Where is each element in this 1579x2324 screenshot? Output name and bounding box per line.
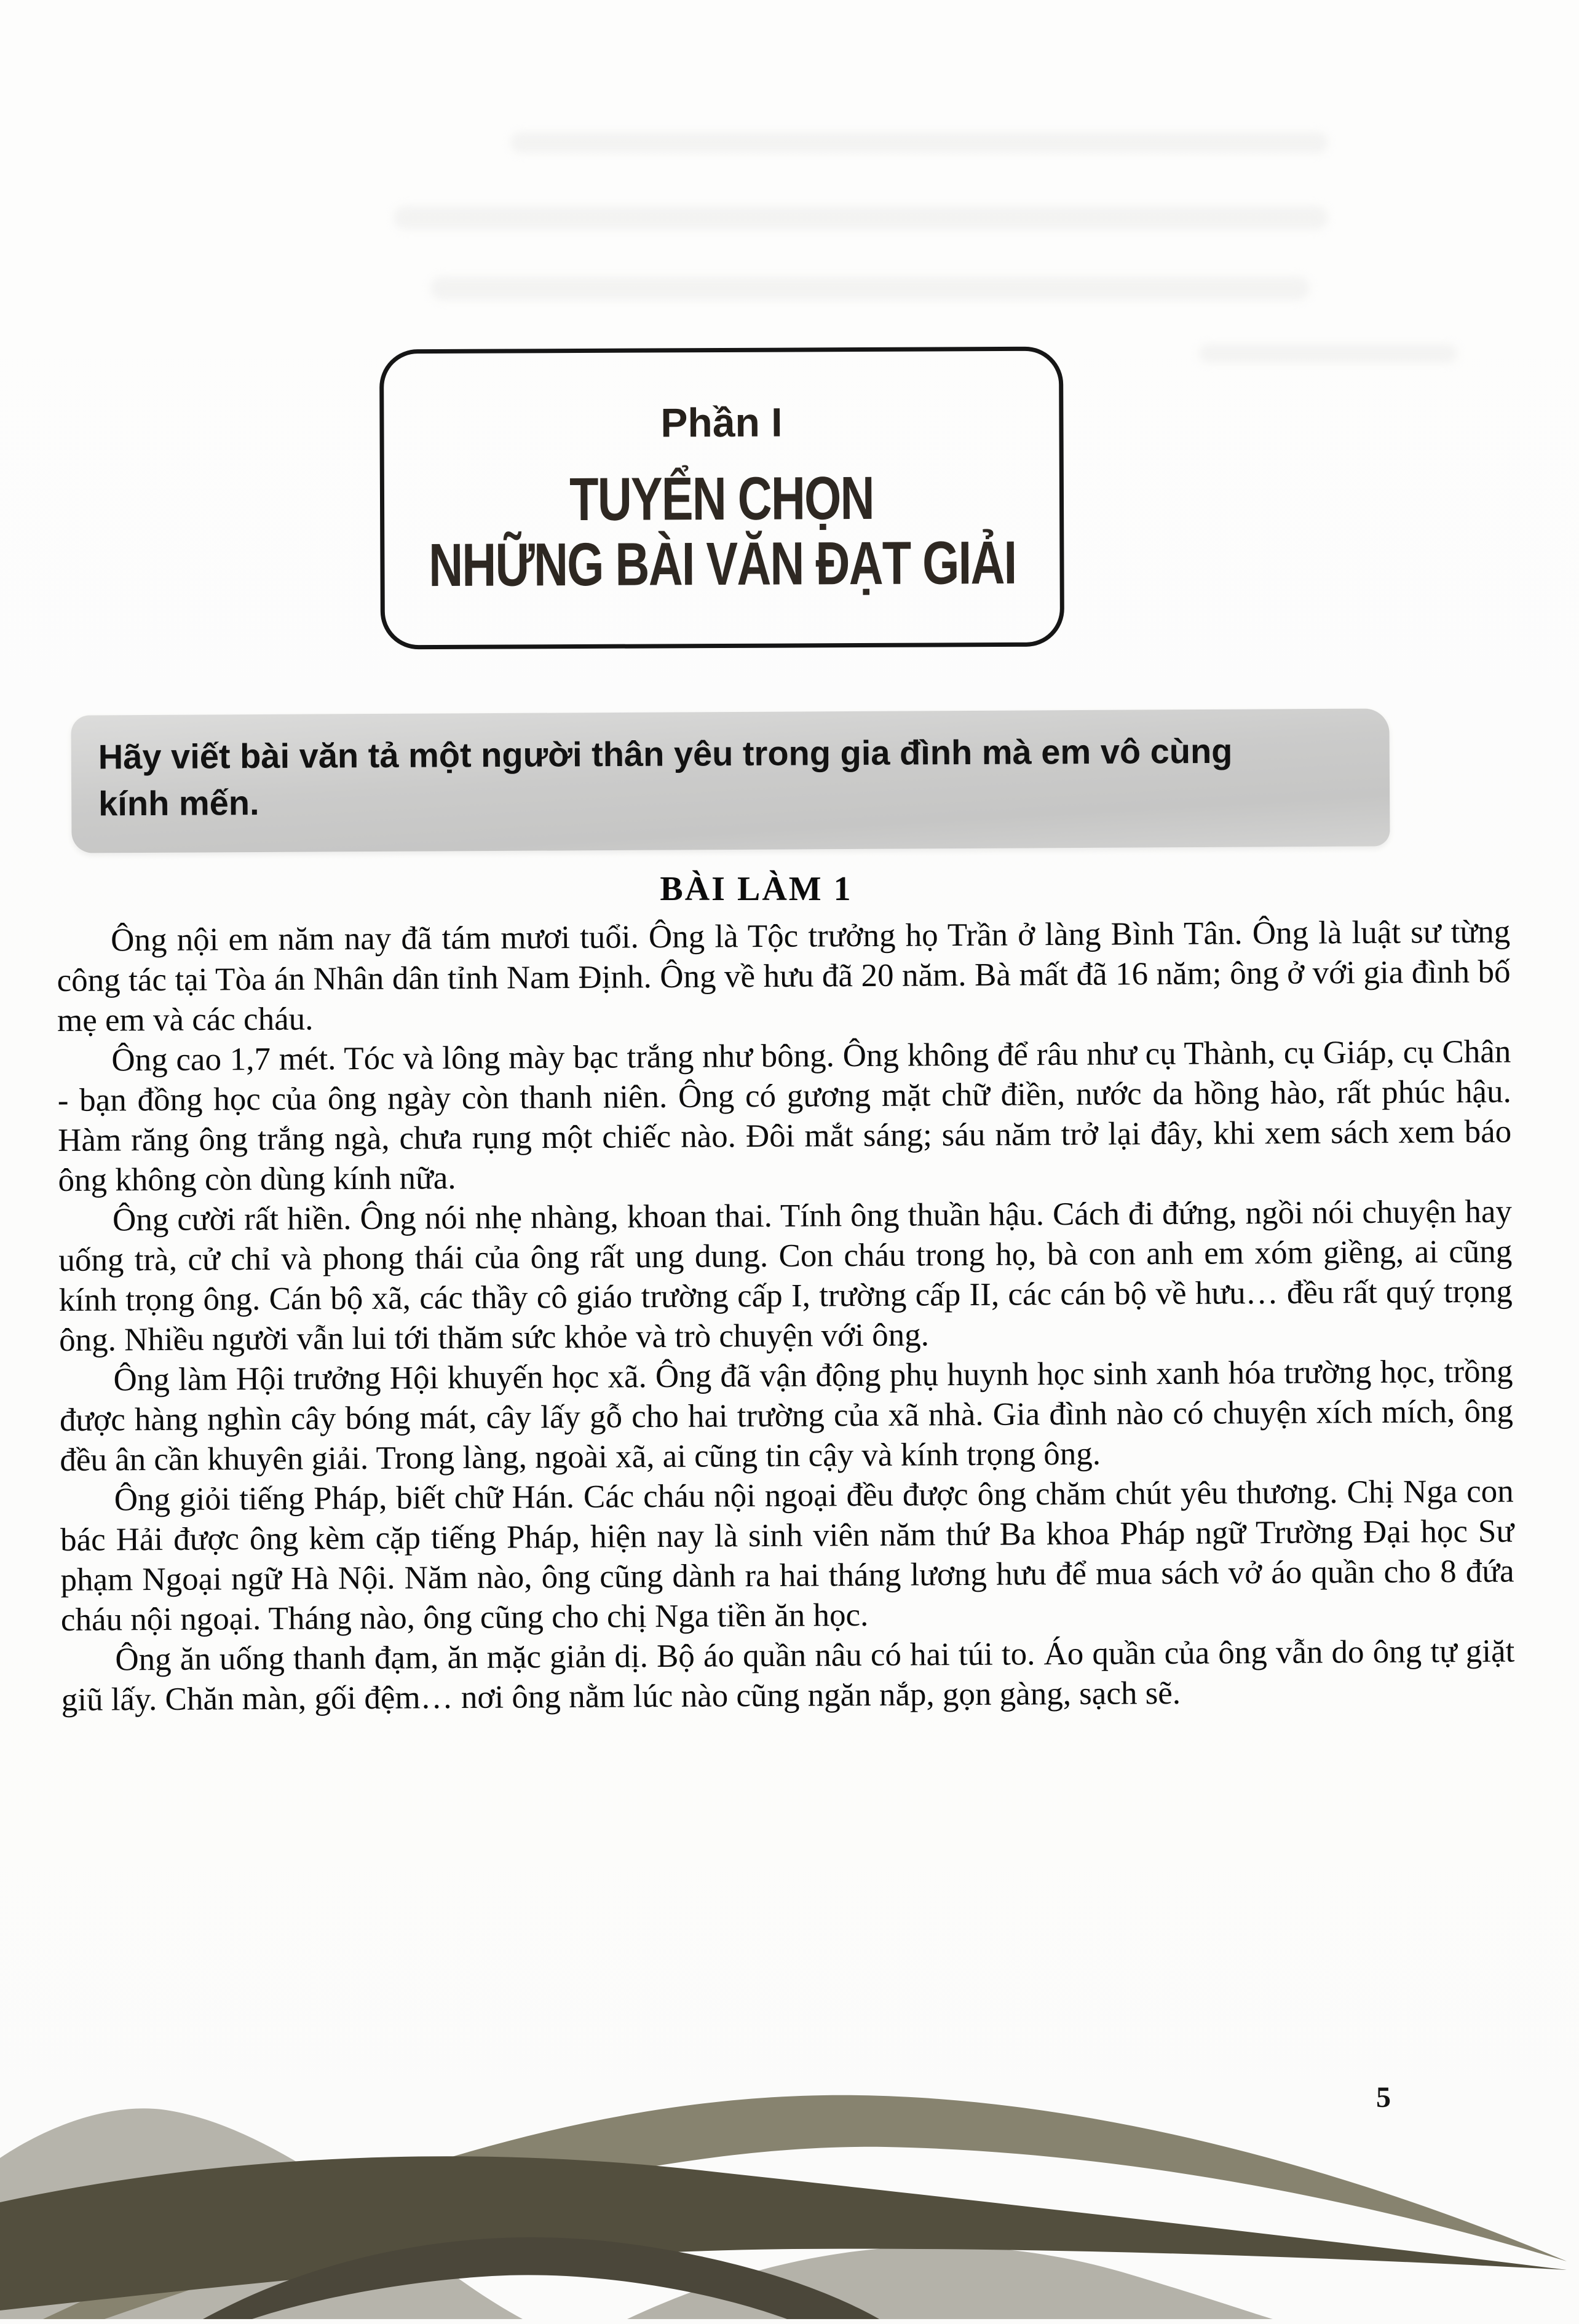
prompt-text-line-1: Hãy viết bài văn tả một người thân yêu trong gia đình mà em vô cùng [98, 731, 1233, 777]
essay-paragraph: Ông giỏi tiếng Pháp, biết chữ Hán. Các cháu nội ngoại đều được ông chăm chút yêu thương. Chị Nga con bác Hải được ông kèm cặp tiếng Pháp, hiện nay là sinh viên năm thứ Ba khoa Pháp ngữ Trường Đại học Sư phạm Ngoại ngữ Hà Nội. Năm nào, ông cũng dành ra hai tháng lương hưu để mua sách vở áo quần cho 8 đứa cháu nội ngoại. Tháng nào, ông cũng cho chị Nga tiền ăn học. [60, 1473, 1514, 1638]
essay-paragraph: Ông cười rất hiền. Ông nói nhẹ nhàng, khoan thai. Tính ông thuần hậu. Cách đi đứng, ngồi nói chuyện hay uống trà, cử chỉ và phong thái của ông rất ung dung. Con cháu trong họ, bà con anh em xóm giềng, ai cũng kính trọng ông. Cán bộ xã, các thầy cô giáo trường cấp I, trường cấp II, các cán bộ về hưu… đều rất quý trọng ông. Nhiều người vẫn lui tới thăm sức khỏe và trò chuyện với ông. [58, 1193, 1513, 1358]
essay-body [57, 912, 1515, 1720]
bleed-through-smudge [1199, 344, 1457, 363]
essay-paragraph: Ông nội em năm nay đã tám mươi tuổi. Ông là Tộc trưởng họ Trần ở làng Bình Tân. Ông là luật sư từng công tác tại Tòa án Nhân dân tỉnh Nam Định. Ông về hưu đã 20 năm. Bà mất đã 16 năm; ông ở với gia đình bố mẹ em và các cháu. [57, 914, 1511, 1038]
essay-paragraph: Ông cao 1,7 mét. Tóc và lông mày bạc trắng như bông. Ông không để râu như cụ Thành, cụ Giáp, cụ Chân - bạn đồng học của ông ngày còn thanh niên. Ông có gương mặt chữ điền, nước da hồng hào, rất phúc hậu. Hàm răng ông trắng ngà, chưa rụng một chiếc nào. Đôi mắt sáng; sáu năm trở lại đây, khi xem sách xem báo ông không còn dùng kính nữa. [57, 1034, 1512, 1198]
bleed-through-smudge [394, 206, 1328, 229]
swoosh-decoration [0, 2041, 1579, 2324]
bleed-through-smudge [510, 132, 1328, 153]
page-number: 5 [1376, 2081, 1391, 2114]
prompt-text-line-2: kính mến. [98, 783, 259, 823]
essay-paragraph: Ông ăn uống thanh đạm, ăn mặc giản dị. Bộ áo quần nâu có hai túi to. Áo quần của ông vẫn do ông tự giặt giũ lấy. Chăn màn, gối đệm… nơi ông nằm lúc nào cũng ngăn nắp, gọn gàng, sạch sẽ. [61, 1633, 1515, 1718]
essay-heading: BÀI LÀM 1 [660, 870, 853, 908]
part-title-line-2: NHỮNG BÀI VĂN ĐẠT GIẢI [428, 529, 1016, 600]
part-title-line-1: TUYỂN CHỌN [569, 464, 874, 534]
essay-paragraph: Ông làm Hội trưởng Hội khuyến học xã. Ông đã vận động phụ huynh học sinh xanh hóa trường học, trồng được hàng nghìn cây bóng mát, cây lấy gỗ cho hai trường của xã nhà. Gia đình nào có chuyện xích mích, ông đều ân cần khuyên giải. Trong làng, ngoài xã, ai cũng tin cậy và kính trọng ông. [59, 1353, 1514, 1478]
part-title-box [379, 347, 1064, 650]
bleed-through-smudge [430, 277, 1310, 300]
part-kicker: Phần I [660, 399, 783, 446]
essay-prompt-banner [71, 708, 1390, 853]
